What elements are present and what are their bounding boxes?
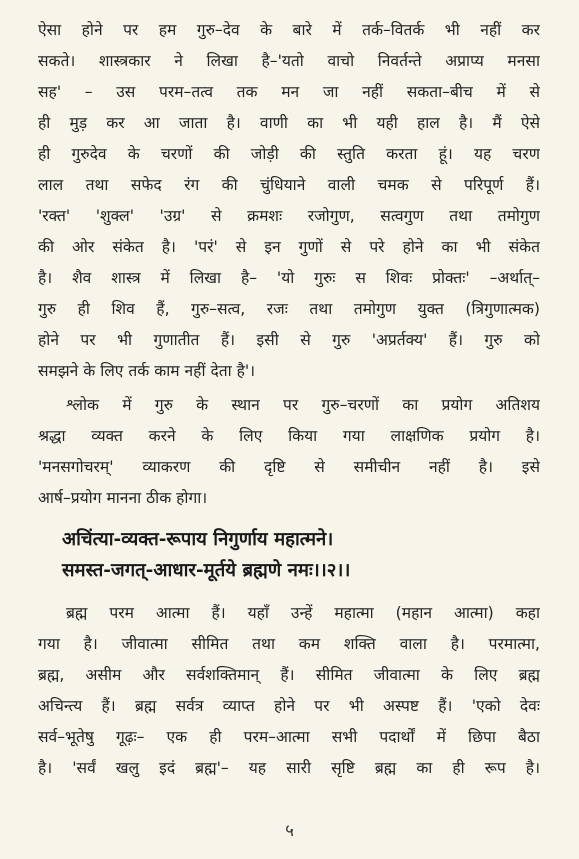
text-line: ब्रह्म, असीम और सर्वशक्तिमान् हैं। सीमित जीवात्मा के लिए ब्रह्म [38,666,540,684]
verse-line: समस्त-जगत्-आधार-मूर्तये ब्रह्मणे नमः।।२।। [62,560,351,581]
text-line: ब्रह्म परम आत्मा हैं। यहाँ उन्हें महात्मा (महान आत्मा) कहा [66,604,540,622]
page-number: ५ [285,821,294,841]
text-line: श्लोक में गुरु के स्थान पर गुरु–चरणों का प्रयोग अतिशय [66,396,540,414]
text-line: 'रक्त' 'शुक्ल' 'उग्र' से क्रमशः रजोगुण, सत्वगुण तथा तमोगुण [38,207,540,225]
text-line: ही मुड़ कर आ जाता है। वाणी का भी यही हाल है। मैं ऐसे [38,114,540,132]
text-line: सह' – उस परम–तत्व तक मन जा नहीं सकता–बीच में से [38,83,540,101]
text-line: है। शैव शास्त्र में लिखा है– 'यो गुरुः स शिवः प्रोक्तः' –अर्थात्– [38,269,540,287]
text-line: ही गुरुदेव के चरणों की जोड़ी की स्तुति करता हूं। यह चरण [38,145,540,163]
text-line: गुरु ही शिव हैं, गुरु–सत्व, रजः तथा तमोगुण युक्त (त्रिगुणात्मक) [38,300,540,318]
text-line: की ओर संकेत है। 'परं' से इन गुणों से परे होने का भी संकेत [38,238,540,256]
paragraph-3 [38,598,540,784]
text-line: है। 'सर्वं खलु इदं ब्रह्म'– यह सारी सृष्टि ब्रह्म का ही रूप है। [38,759,540,777]
text-line: ऐसा होने पर हम गुरु–देव के बारे में तर्क–वितर्क भी नहीं कर [38,21,540,39]
paragraph-1 [38,15,540,387]
verse-line: अचिंत्या-व्यक्त-रूपाय निगुर्णाय महात्मने। [62,529,334,550]
text-line: समझने के लिए तर्क काम नहीं देता है'। [38,362,256,380]
text-line: लाल तथा सफेद रंग की चुंधियाने वाली चमक से परिपूर्ण हैं। [38,176,540,194]
text-line: अचिन्त्य हैं। ब्रह्म सर्वत्र व्याप्त होने पर भी अस्पष्ट हैं। 'एको देवः [38,697,540,715]
text-line: श्रद्धा व्यक्त करने के लिए किया गया लाक्षणिक प्रयोग है। [38,427,540,445]
shloka-verse [62,524,559,586]
text-line: सकते। शास्त्रकार ने लिखा है–'यतो वाचो निवर्तन्ते अप्राप्य मनसा [38,52,540,70]
text-line: गया है। जीवात्मा सीमित तथा कम शक्ति वाला है। परमात्मा, [38,635,540,653]
paragraph-2 [38,390,540,514]
text-line: सर्व–भूतेषु गूढ़ः– एक ही परम–आत्मा सभी पदार्थों में छिपा बैठा [38,728,540,746]
text-line: आर्ष–प्रयोग मानना ठीक होगा। [38,489,208,507]
text-line: होने पर भी गुणातीत हैं। इसी से गुरु 'अप्रर्तक्य' हैं। गुरु को [38,331,540,349]
text-line: 'मनसगोचरम्' व्याकरण की दृष्टि से समीचीन नहीं है। इसे [38,458,540,476]
